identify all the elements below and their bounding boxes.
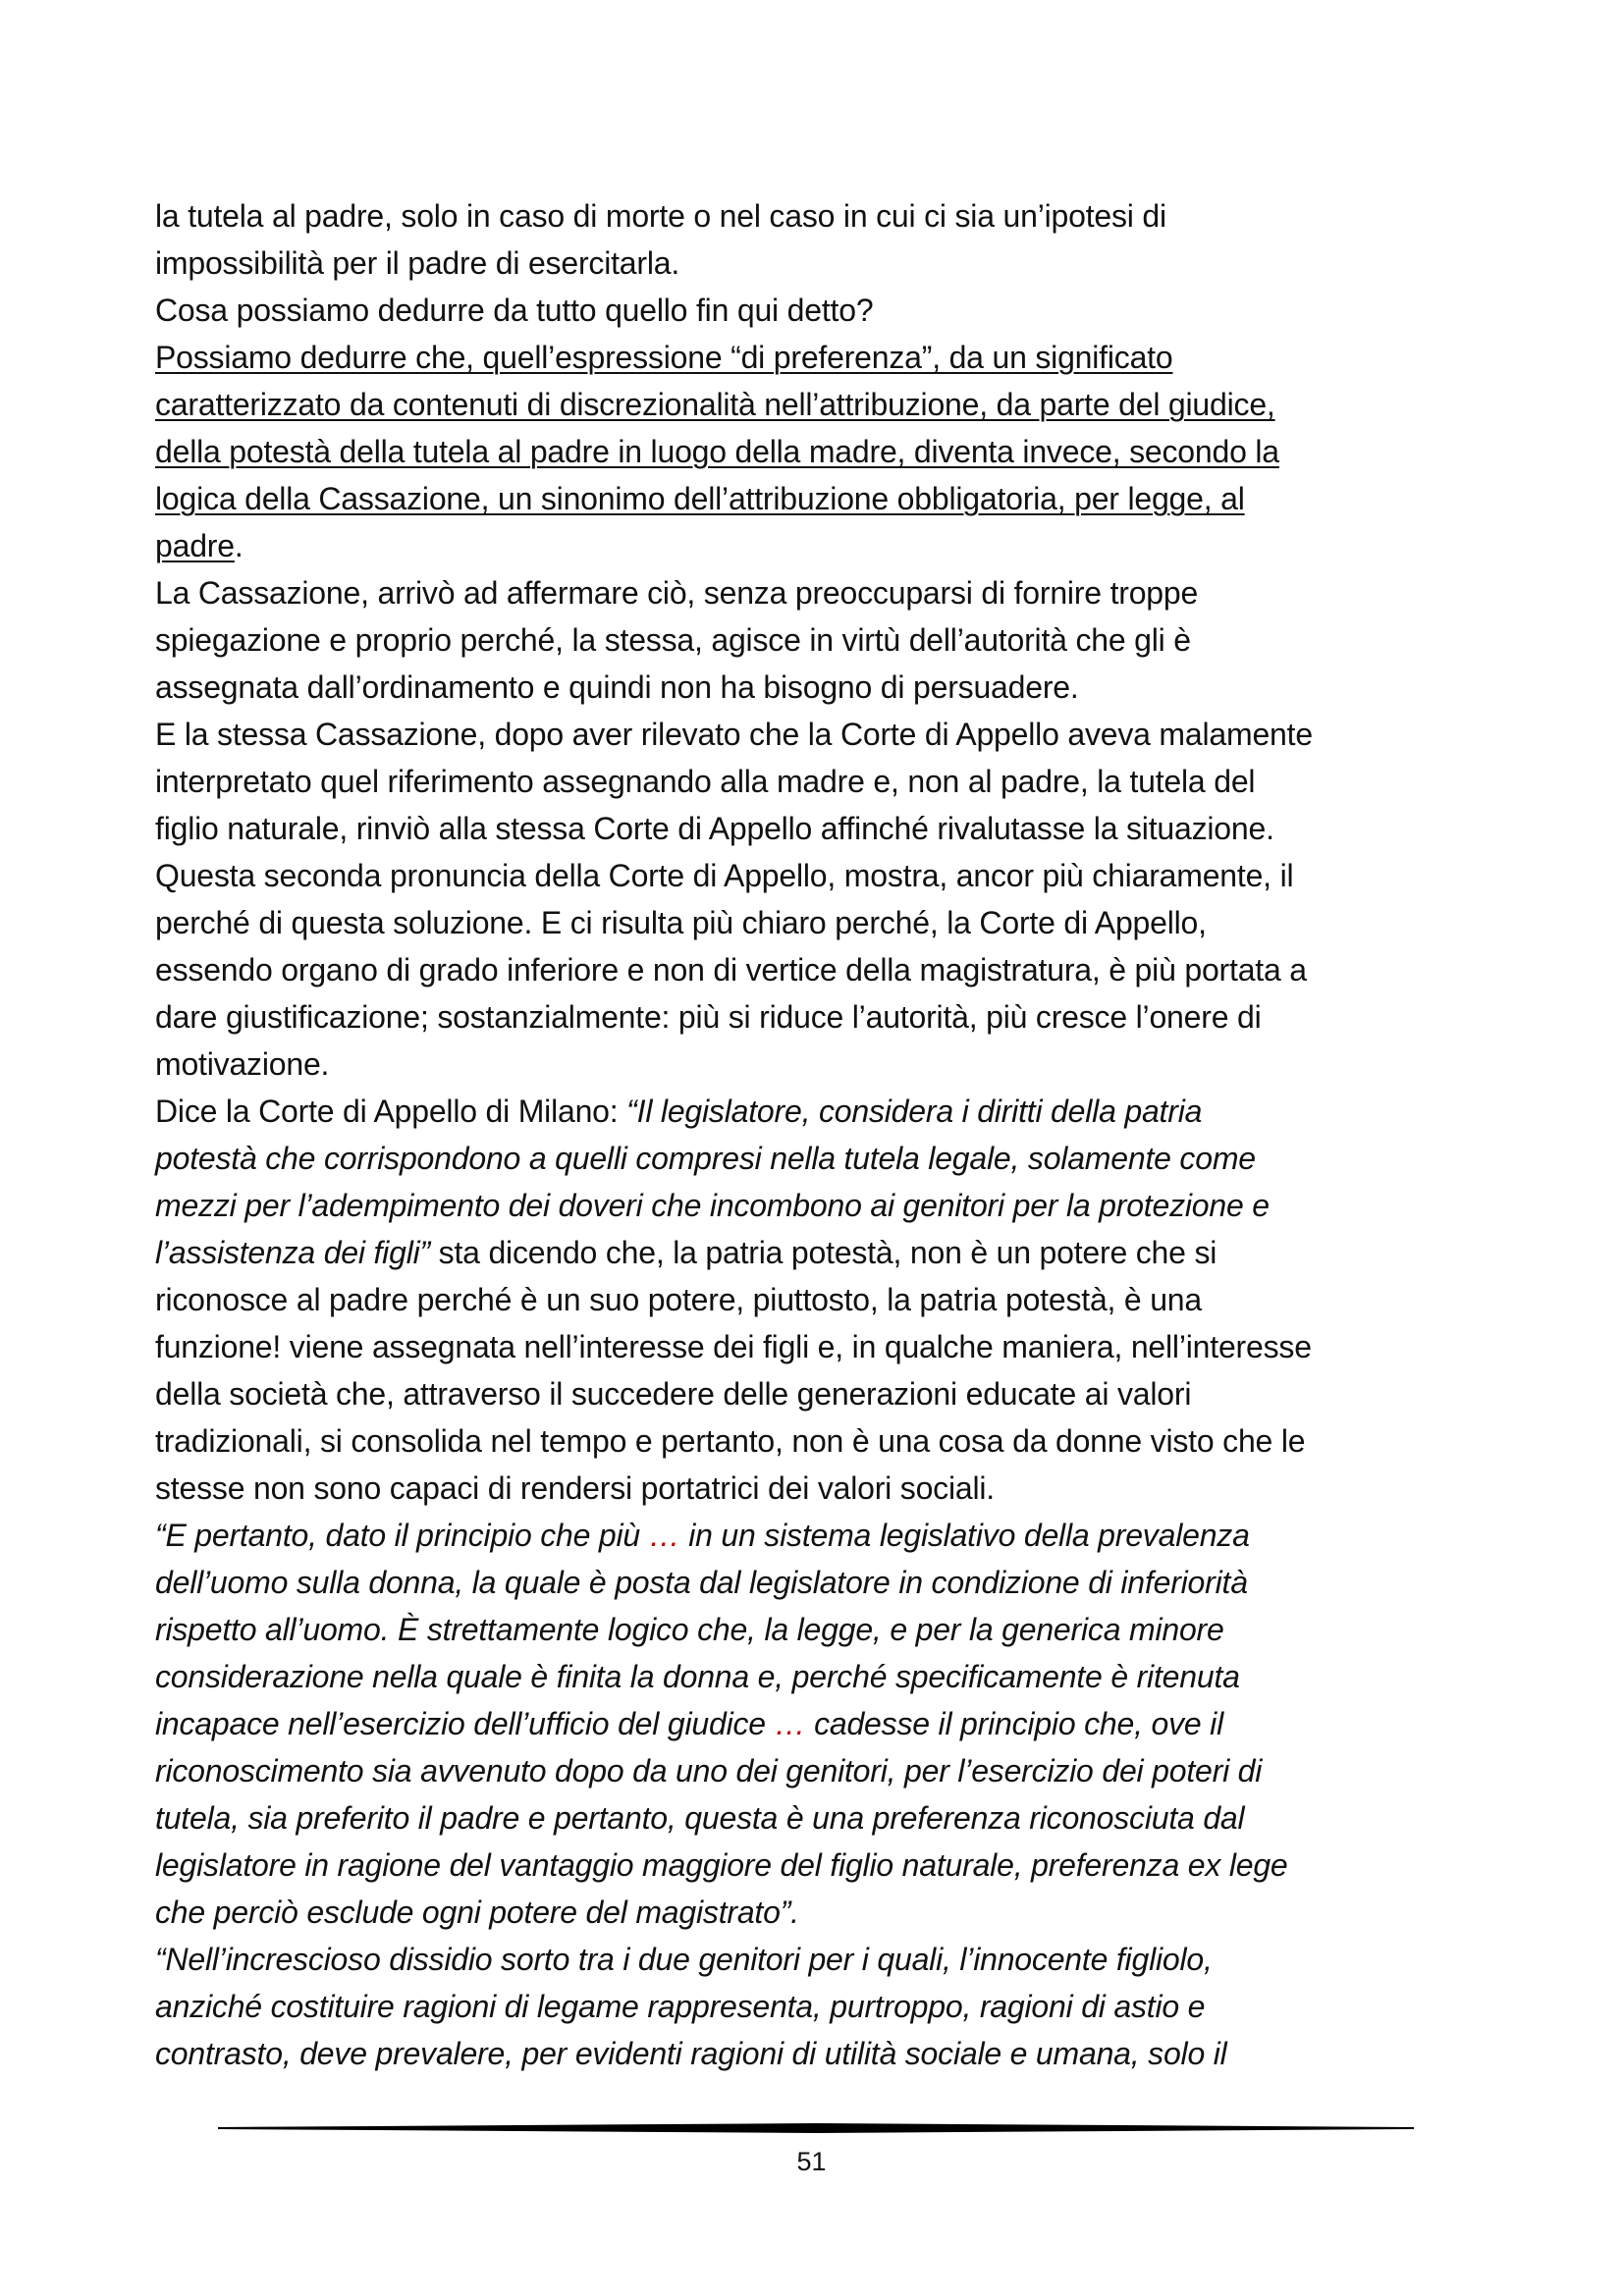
text-line: Cosa possiamo dedurre da tutto quello fin qui detto? <box>155 293 874 328</box>
text-line: perché di questa soluzione. E ci risulta più chiaro perché, la Corte di Appello, <box>155 905 1207 940</box>
underlined-line: caratterizzato da contenuti di discrezionalità nell’attribuzione, da parte del giudice, <box>155 387 1275 422</box>
text-line: funzione! viene assegnata nell’interesse dei figli e, in qualche maniera, nell’interesse <box>155 1329 1312 1364</box>
text-line: stesse non sono capaci di rendersi portatrici dei valori sociali. <box>155 1470 995 1506</box>
paragraph-5 <box>155 711 1490 852</box>
text-line: La Cassazione, arrivò ad affermare ciò, senza preoccuparsi di fornire troppe <box>155 575 1199 611</box>
quote-line: tutela, sia preferito il padre e pertanto, questa è una preferenza riconosciuta dal <box>155 1800 1245 1836</box>
text-fragment: sta dicendo che, la patria potestà, non è un potere che si <box>429 1235 1217 1270</box>
text-line: impossibilità per il padre di esercitarla. <box>155 245 680 281</box>
quote-fragment: cadesse il principio che, ove il <box>805 1706 1223 1741</box>
text-line: interpretato quel riferimento assegnando alla madre e, non al padre, la tutela del <box>155 764 1256 799</box>
text-fragment: . <box>234 528 243 563</box>
body-text <box>155 192 1490 2077</box>
text-line: figlio naturale, rinviò alla stessa Corte di Appello affinché rivalutasse la situazione. <box>155 811 1274 846</box>
quote-fragment: “Il legislatore, considera i diritti della patria <box>626 1094 1203 1129</box>
quote-line: considerazione nella quale è finita la donna e, perché specificamente è ritenuta <box>155 1659 1240 1694</box>
quote-fragment: incapace nell’esercizio dell’ufficio del giudice <box>155 1706 775 1741</box>
paragraph-7 <box>155 1088 1490 1512</box>
underlined-line: della potestà della tutela al padre in luogo della madre, diventa invece, secondo la <box>155 434 1279 469</box>
text-line: assegnata dall’ordinamento e quindi non ha bisogno di persuadere. <box>155 669 1079 705</box>
text-line: della società che, attraverso il succedere delle generazioni educate ai valori <box>155 1376 1192 1412</box>
underlined-line: logica della Cassazione, un sinonimo dell’attribuzione obbligatoria, per legge, al <box>155 481 1245 516</box>
quote-line: anziché costituire ragioni di legame rappresenta, purtroppo, ragioni di astio e <box>155 1989 1206 2024</box>
text-line: Questa seconda pronuncia della Corte di Appello, mostra, ancor più chiaramente, il <box>155 858 1294 893</box>
page-number: 51 <box>796 2147 827 2176</box>
paragraph-9-quote <box>155 1936 1490 2077</box>
quote-line: mezzi per l’adempimento dei doveri che incombono ai genitori per la protezione e <box>155 1188 1270 1223</box>
underlined-line: padre <box>155 528 235 563</box>
paragraph-1 <box>155 192 1490 287</box>
quote-line: “Nell’increscioso dissidio sorto tra i due genitori per i quali, l’innocente figliolo, <box>155 1942 1213 1977</box>
underlined-line: Possiamo dedurre che, quell’espressione “di preferenza”, da un significato <box>155 340 1173 375</box>
text-fragment: Dice la Corte di Appello di Milano: <box>155 1094 627 1129</box>
text-line: dare giustificazione; sostanzialmente: più si riduce l’autorità, più cresce l’onere di <box>155 999 1262 1035</box>
text-line: spiegazione e proprio perché, la stessa, agisce in virtù dell’autorità che gli è <box>155 622 1191 658</box>
quote-line: rispetto all’uomo. È strettamente logico che, la legge, e per la generica minore <box>155 1612 1224 1647</box>
quote-line: dell’uomo sulla donna, la quale è posta dal legislatore in condizione di inferiorità <box>155 1565 1248 1600</box>
quote-fragment: in un sistema legislativo della prevalenza <box>679 1518 1250 1553</box>
red-ellipsis: … <box>774 1706 806 1741</box>
text-line: motivazione. <box>155 1046 330 1082</box>
text-line: tradizionali, si consolida nel tempo e pertanto, non è una cosa da donne visto che le <box>155 1423 1306 1459</box>
footer-divider <box>218 2123 1414 2133</box>
paragraph-2 <box>155 287 1490 334</box>
paragraph-8-quote <box>155 1512 1490 1936</box>
quote-fragment: l’assistenza dei figli” <box>155 1235 430 1270</box>
quote-line: riconoscimento sia avvenuto dopo da uno dei genitori, per l’esercizio dei poteri di <box>155 1753 1263 1789</box>
text-line: la tutela al padre, solo in caso di morte o nel caso in cui ci sia un’ipotesi di <box>155 198 1166 234</box>
quote-line: legislatore in ragione del vantaggio maggiore del figlio naturale, preferenza ex lege <box>155 1847 1288 1883</box>
quote-fragment: “E pertanto, dato il principio che più <box>155 1518 649 1553</box>
red-ellipsis: … <box>648 1518 680 1553</box>
quote-line: contrasto, deve prevalere, per evidenti ragioni di utilità sociale e umana, solo il <box>155 2036 1227 2071</box>
paragraph-3-underlined <box>155 334 1490 569</box>
text-line: riconosce al padre perché è un suo potere, piuttosto, la patria potestà, è una <box>155 1282 1202 1317</box>
text-line: essendo organo di grado inferiore e non di vertice della magistratura, è più portata a <box>155 952 1307 988</box>
paragraph-4 <box>155 569 1490 711</box>
quote-line: potestà che corrispondono a quelli compresi nella tutela legale, solamente come <box>155 1141 1256 1176</box>
paragraph-6 <box>155 852 1490 1088</box>
quote-line: che perciò esclude ogni potere del magistrato”. <box>155 1895 799 1930</box>
text-line: E la stessa Cassazione, dopo aver rilevato che la Corte di Appello aveva malamente <box>155 717 1313 752</box>
